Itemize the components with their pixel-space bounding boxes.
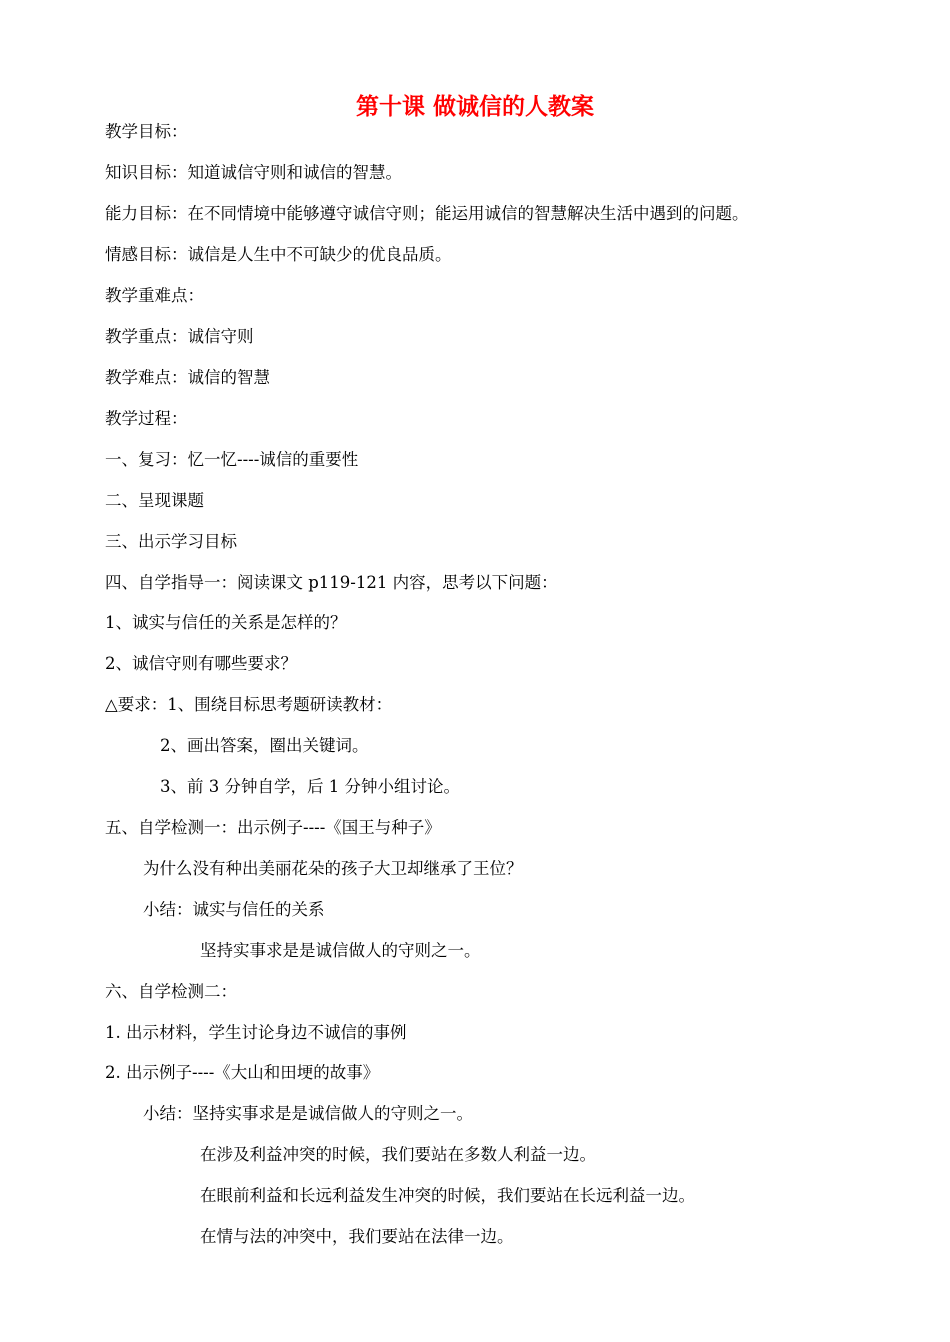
text-line: 小结：诚实与信任的关系 <box>143 900 325 919</box>
text-line: 知识目标：知道诚信守则和诚信的智慧。 <box>105 163 402 182</box>
text-line: 教学难点：诚信的智慧 <box>105 368 270 387</box>
text-line: 1、诚实与信任的关系是怎样的？ <box>105 613 347 632</box>
text-line: 在情与法的冲突中，我们要站在法律一边。 <box>200 1227 514 1246</box>
text-line: 2. 出示例子----《大山和田埂的故事》 <box>105 1063 380 1082</box>
text-line: 三、出示学习目标 <box>105 532 237 551</box>
text-line: 一、复习：忆一忆----诚信的重要性 <box>105 450 359 469</box>
text-line: 教学重点：诚信守则 <box>105 327 254 346</box>
text-line: 五、自学检测一：出示例子----《国王与种子》 <box>105 818 441 837</box>
text-line: 3、前 3 分钟自学，后 1 分钟小组讨论。 <box>160 777 460 796</box>
text-line: 在眼前利益和长远利益发生冲突的时候，我们要站在长远利益一边。 <box>200 1186 695 1205</box>
text-line: 小结：坚持实事求是是诚信做人的守则之一。 <box>143 1104 473 1123</box>
text-line: 能力目标：在不同情境中能够遵守诚信守则；能运用诚信的智慧解决生活中遇到的问题。 <box>105 204 749 223</box>
text-line: 1. 出示材料，学生讨论身边不诚信的事例 <box>105 1023 407 1042</box>
text-line: 为什么没有种出美丽花朵的孩子大卫却继承了王位？ <box>143 859 523 878</box>
text-line: 教学目标： <box>105 122 188 141</box>
text-line: 六、自学检测二： <box>105 982 237 1001</box>
text-line: △要求：1、围绕目标思考题研读教材： <box>105 695 393 714</box>
document-title: 第十课 做诚信的人教案 <box>355 94 594 120</box>
text-line: 在涉及利益冲突的时候，我们要站在多数人利益一边。 <box>200 1145 596 1164</box>
text-line: 四、自学指导一：阅读课文 p119-121 内容，思考以下问题： <box>105 573 558 592</box>
text-line: 二、呈现课题 <box>105 491 204 510</box>
text-line: 情感目标：诚信是人生中不可缺少的优良品质。 <box>105 245 452 264</box>
text-line: 2、画出答案，圈出关键词。 <box>160 736 369 755</box>
text-line: 教学过程： <box>105 409 188 428</box>
text-line: 2、诚信守则有哪些要求？ <box>105 654 297 673</box>
text-line: 坚持实事求是是诚信做人的守则之一。 <box>200 941 481 960</box>
text-line: 教学重难点： <box>105 286 204 305</box>
